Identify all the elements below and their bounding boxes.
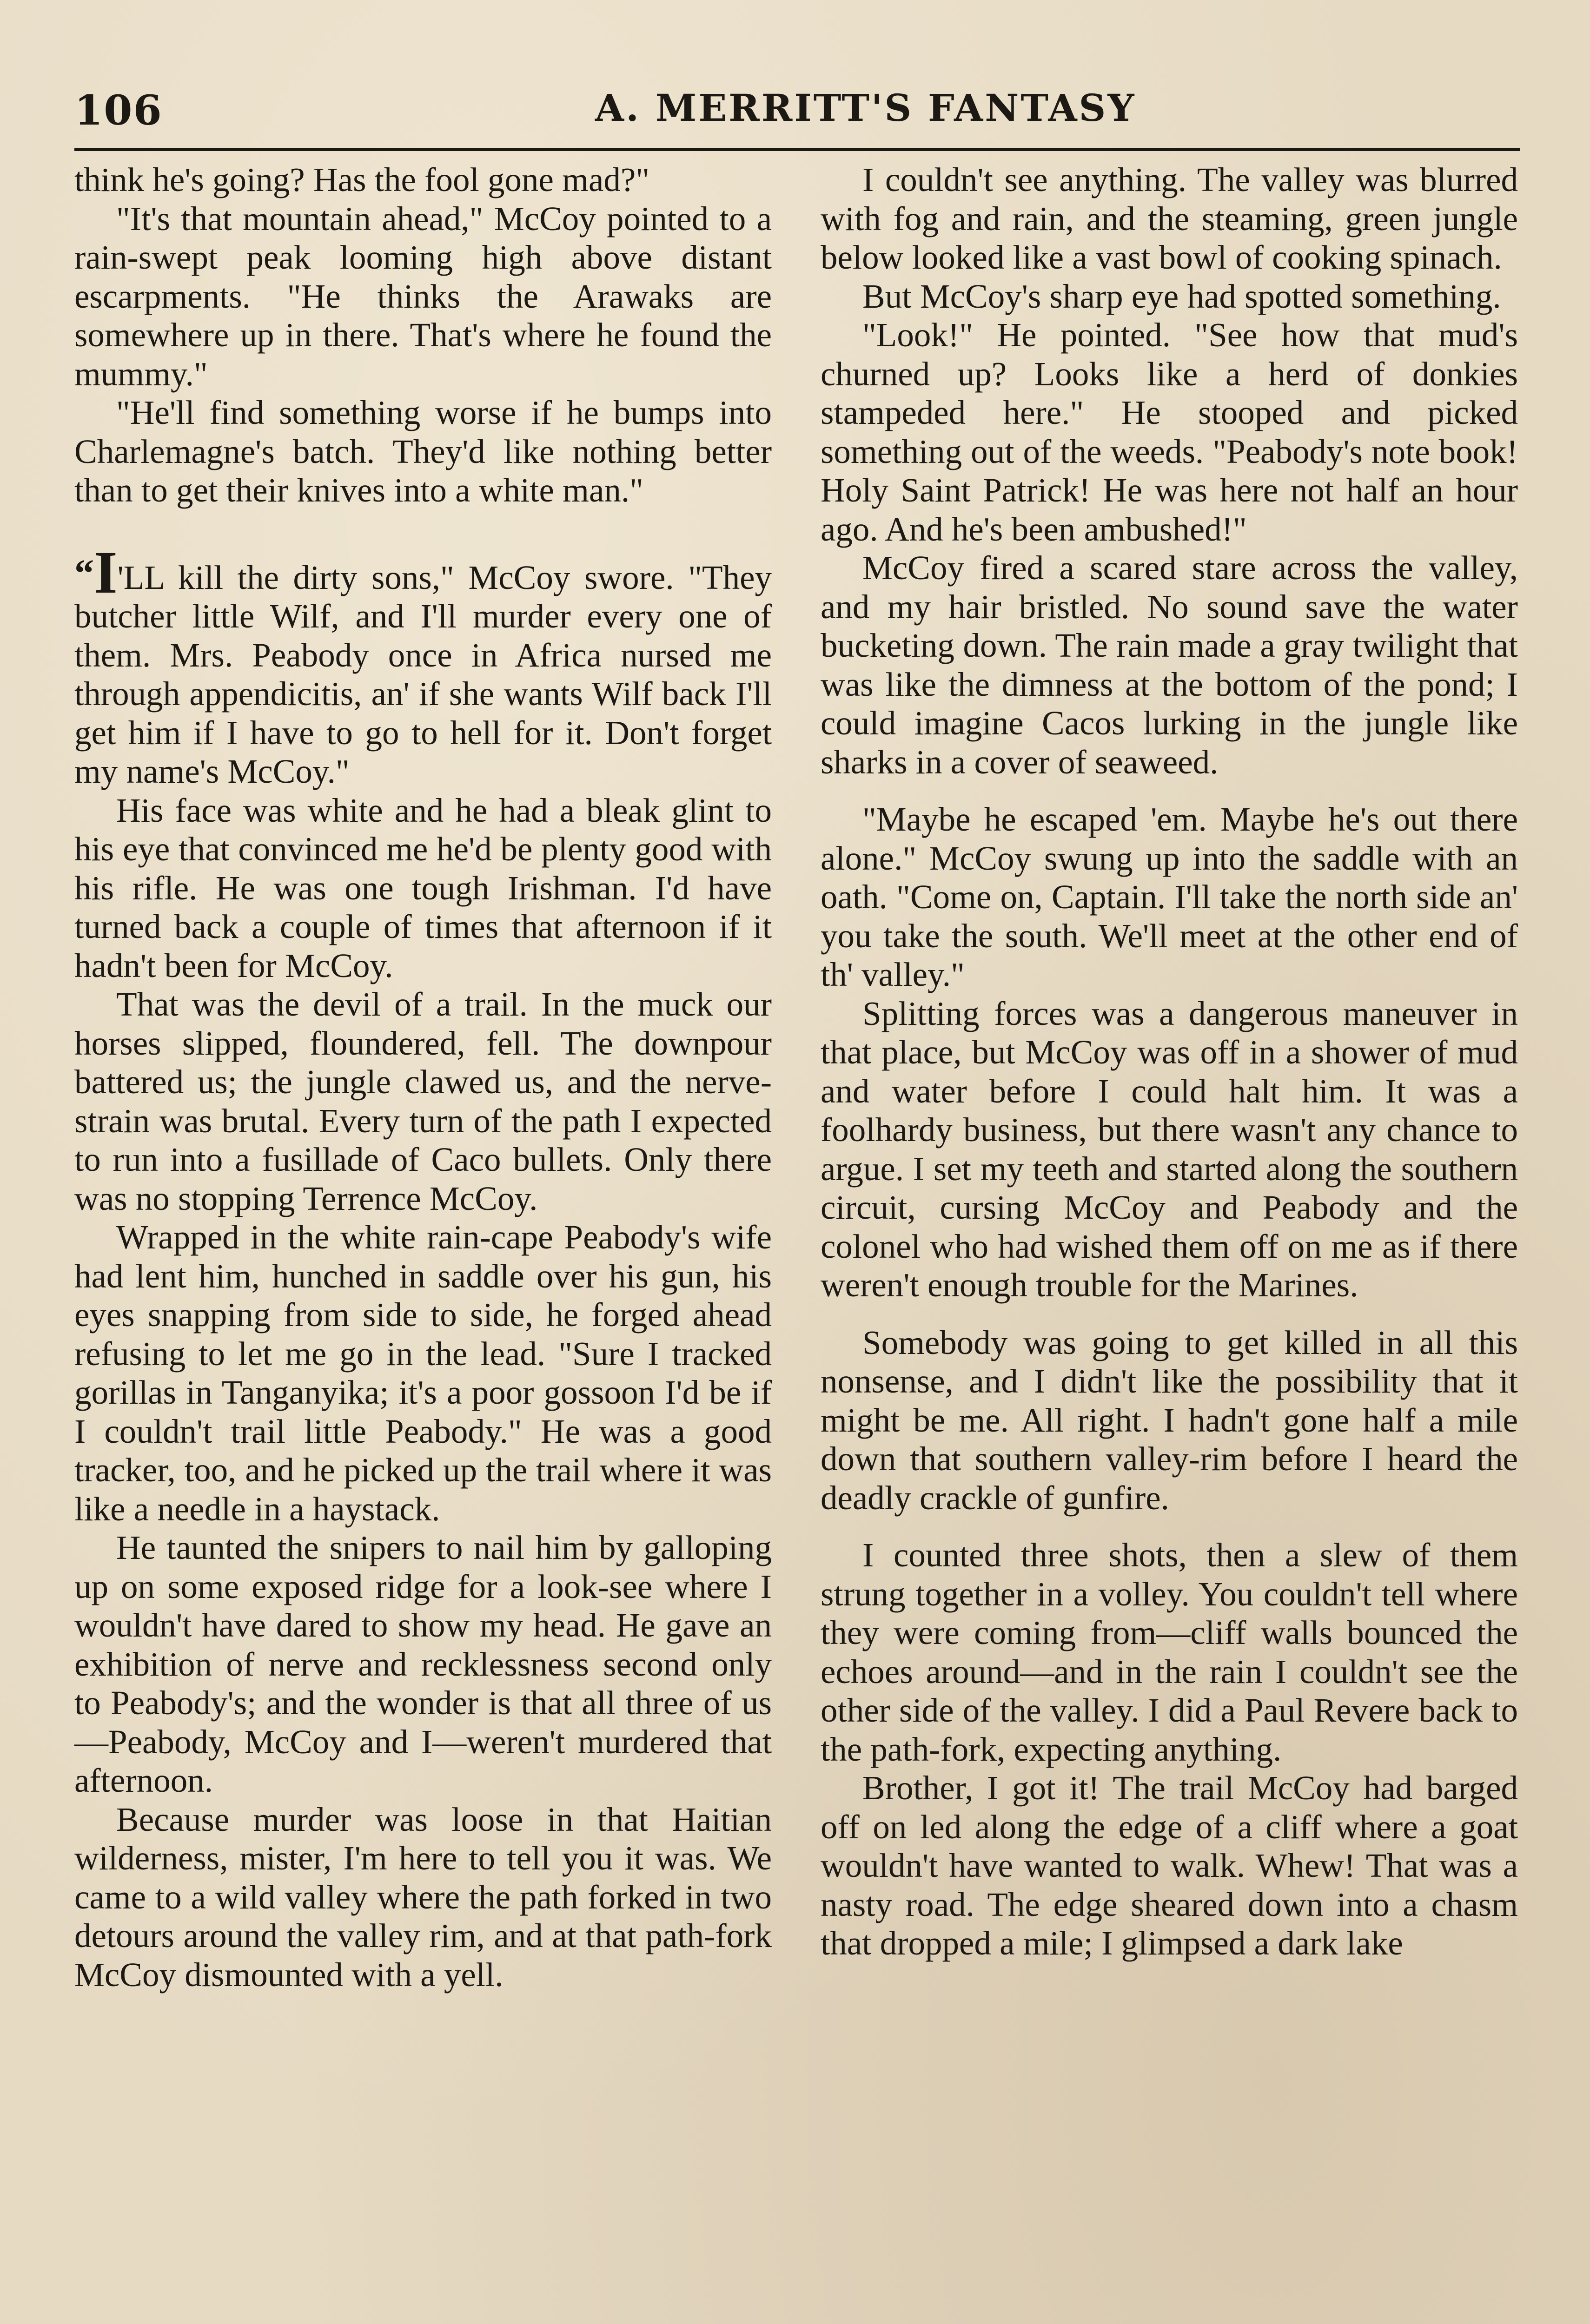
paragraph-text: 'LL kill the dirty sons," McCoy swore. "They butcher little Wilf, and I'll murder every one of them. Mrs. Peabody once in Africa nursed me through appendicitis, an' if she wants Wilf back I'll get him if I have to go to hell for it. Don't forget my name's McCoy." <box>74 558 772 790</box>
paragraph: But McCoy's sharp eye had spotted something. <box>862 277 1501 315</box>
paragraph: His face was white and he had a bleak glint to his eye that convinced me he'd be plenty good with his rifle. He was one tough Irishman. I'd have turned back a couple of times that afternoon if it hadn't been for McCoy. <box>74 791 772 984</box>
section-opening-paragraph <box>74 539 772 791</box>
page-header <box>74 86 1520 142</box>
paragraph: Splitting forces was a dangerous maneuver in that place, but McCoy was off in a shower of mud and water before I could halt him. It was a foolhardy business, but there wasn't any chance to argue. I set my teeth and started along the southern circuit, cursing McCoy and Peabody and the colonel who had wished them off on me as if there weren't enough trouble for the Marines. <box>821 994 1518 1304</box>
right-column <box>821 160 1518 1963</box>
paragraph: I counted three shots, then a slew of them strung together in a volley. You couldn't tell where they were coming from—cliff walls bounced the echoes around—and in the rain I couldn't see the other side of the valley. I did a Paul Revere back to the path-fork, expecting anything. <box>821 1536 1518 1768</box>
paragraph: "Look!" He pointed. "See how that mud's churned up? Looks like a herd of donkies stampeded here." He stooped and picked something out of the weeds. "Peabody's note book! Holy Saint Patrick! He was here not half an hour ago. And he's been ambushed!" <box>821 316 1518 548</box>
paragraph: Because murder was loose in that Haitian wilderness, mister, I'm here to tell you it was. We came to a wild valley where the path forked in two detours around the valley rim, and at that path-fork McCoy dismounted with a yell. <box>74 1800 772 1994</box>
page-number: 106 <box>74 86 163 134</box>
paragraph: Wrapped in the white rain-cape Peabody's wife had lent him, hunched in saddle over his gun, his eyes snapping from side to side, he forged ahead refusing to let me go in the lead. "Sure I tracked gorillas in Tanganyika; it's a poor gossoon I'd be if I couldn't trail little Peabody." He was a good tracker, too, and he picked up the trail where it was like a needle in a haystack. <box>74 1218 772 1528</box>
paragraph: "He'll find something worse if he bumps into Charlemagne's batch. They'd like nothing better than to get their knives into a white man." <box>74 394 772 509</box>
paragraph: think he's going? Has the fool gone mad?" <box>74 161 650 198</box>
paragraph: "Maybe he escaped 'em. Maybe he's out there alone." McCoy swung up into the saddle with an oath. "Come on, Captain. I'll take the north side an' you take the south. We'll meet at the other end of th' valley." <box>821 800 1518 993</box>
paragraph: That was the devil of a trail. In the muck our horses slipped, floundered, fell. The downpour battered us; the jungle clawed us, and the nerve-strain was brutal. Every turn of the path I expected to run into a fusillade of Caco bullets. Only there was no stopping Terrence McCoy. <box>74 985 772 1217</box>
paragraph: I couldn't see anything. The valley was blurred with fog and rain, and the steaming, green jungle below looked like a vast bowl of cooking spinach. <box>821 161 1518 276</box>
header-rule <box>74 148 1520 151</box>
drop-cap-letter: I <box>94 539 118 606</box>
paragraph: Somebody was going to get killed in all this nonsense, and I didn't like the possibility that it might be me. All right. I hadn't gone half a mile down that southern valley-rim before I heard the deadly crackle of gunfire. <box>821 1323 1518 1517</box>
left-column <box>74 160 772 1994</box>
running-title: A. MERRITT'S FANTASY <box>595 86 1136 130</box>
paragraph: "It's that mountain ahead," McCoy pointed to a rain-swept peak looming high above distant escarpments. "He thinks the Arawaks are somewhere up in there. That's where he found the mummy." <box>74 199 772 393</box>
paragraph: He taunted the snipers to nail him by galloping up on some exposed ridge for a look-see where I wouldn't have dared to show my head. He gave an exhibition of nerve and recklessness second only to Peabody's; and the wonder is that all three of us—Peabody, McCoy and I—weren't murdered that afternoon. <box>74 1529 772 1799</box>
paragraph: McCoy fired a scared stare across the valley, and my hair bristled. No sound save the water bucketing down. The rain made a gray twilight that was like the dimness at the bottom of the pond; I could imagine Cacos lurking in the jungle like sharks in a cover of seaweed. <box>821 549 1518 781</box>
drop-cap-quote: “ <box>74 551 94 595</box>
paragraph: Brother, I got it! The trail McCoy had barged off on led along the edge of a cliff where a goat wouldn't have wanted to walk. Whew! That was a nasty road. The edge sheared down into a chasm that dropped a mile; I glimpsed a dark lake <box>821 1769 1518 1962</box>
